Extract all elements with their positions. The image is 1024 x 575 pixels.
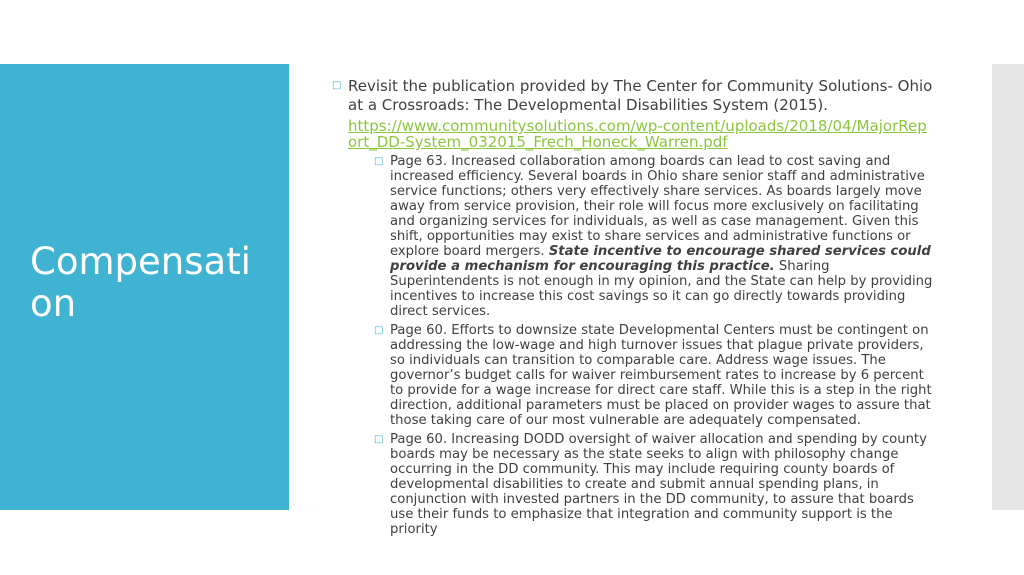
sub-bullet-text-part: Page 63. Increased collaboration among boards can lead to cost saving and increased efficiency. Several boards in Ohio share senior staff and administrative service functions; others very effectively share services. As boards largely move away from service provision, their role will focus more exclusively on facilitating and organizing services for individuals, as well as case management. Given this shift, opportunities may exist to share services and administrative functions or explore board mergers. bbox=[390, 154, 925, 259]
square-outline-bullet-icon: □ bbox=[332, 80, 342, 91]
sub-bullet-text: Page 60. Increasing DODD oversight of waiver allocation and spending by county boards may be necessary as the state seeks to align with philosophy change occurring in the DD community. This may include requiring county boards of developmental disabilities to create and submit annual spending plans, in conjunction with invested partners in the DD community, to assure that boards use their funds to emphasize that integration and community support is the priority bbox=[390, 432, 927, 537]
publication-link[interactable]: https://www.communitysolutions.com/wp-content/uploads/2018/04/MajorReport_DD-System_032015_Frech_Honeck_Warren.pdf bbox=[348, 117, 927, 151]
sub-bullet-page-60-oversight bbox=[372, 432, 935, 537]
sub-bullet-emphasis: State incentive to encourage shared services could provide a mechanism for encouraging this practice. bbox=[390, 244, 931, 274]
sub-bullet-text: Page 60. Efforts to downsize state Developmental Centers must be contingent on addressing the low-wage and high turnover issues that plague private providers, so individuals can transition to comparable care. Address wage issues. The governor’s budget calls for waiver reimbursement rates to increase by 6 percent to provide for a wage increase for direct care staff. While this is a step in the right direction, additional parameters must be placed on provider wages to assure that those taking care of our most vulnerable are adequately compensated. bbox=[390, 323, 932, 428]
main-bullet bbox=[330, 76, 935, 150]
sub-bullet-page-60-wages bbox=[372, 323, 935, 428]
main-bullet-text: Revisit the publication provided by The Center for Community Solutions- Ohio at a Crossroads: The Developmental Disabilities System (2015). bbox=[348, 77, 933, 114]
sub-bullet-page-63 bbox=[372, 154, 935, 319]
content-area bbox=[330, 76, 935, 537]
square-outline-bullet-icon: □ bbox=[374, 156, 384, 167]
square-outline-bullet-icon: □ bbox=[374, 434, 384, 445]
slide-title: Compensation bbox=[30, 240, 251, 325]
sub-bullet-text-part: Sharing Superintendents is not enough in my opinion, and the State can help by providing incentives to increase this cost savings so it can go directly towards providing direct services. bbox=[390, 259, 933, 319]
square-outline-bullet-icon: □ bbox=[374, 325, 384, 336]
sub-bullet-text bbox=[390, 154, 935, 319]
side-strip bbox=[992, 64, 1024, 510]
